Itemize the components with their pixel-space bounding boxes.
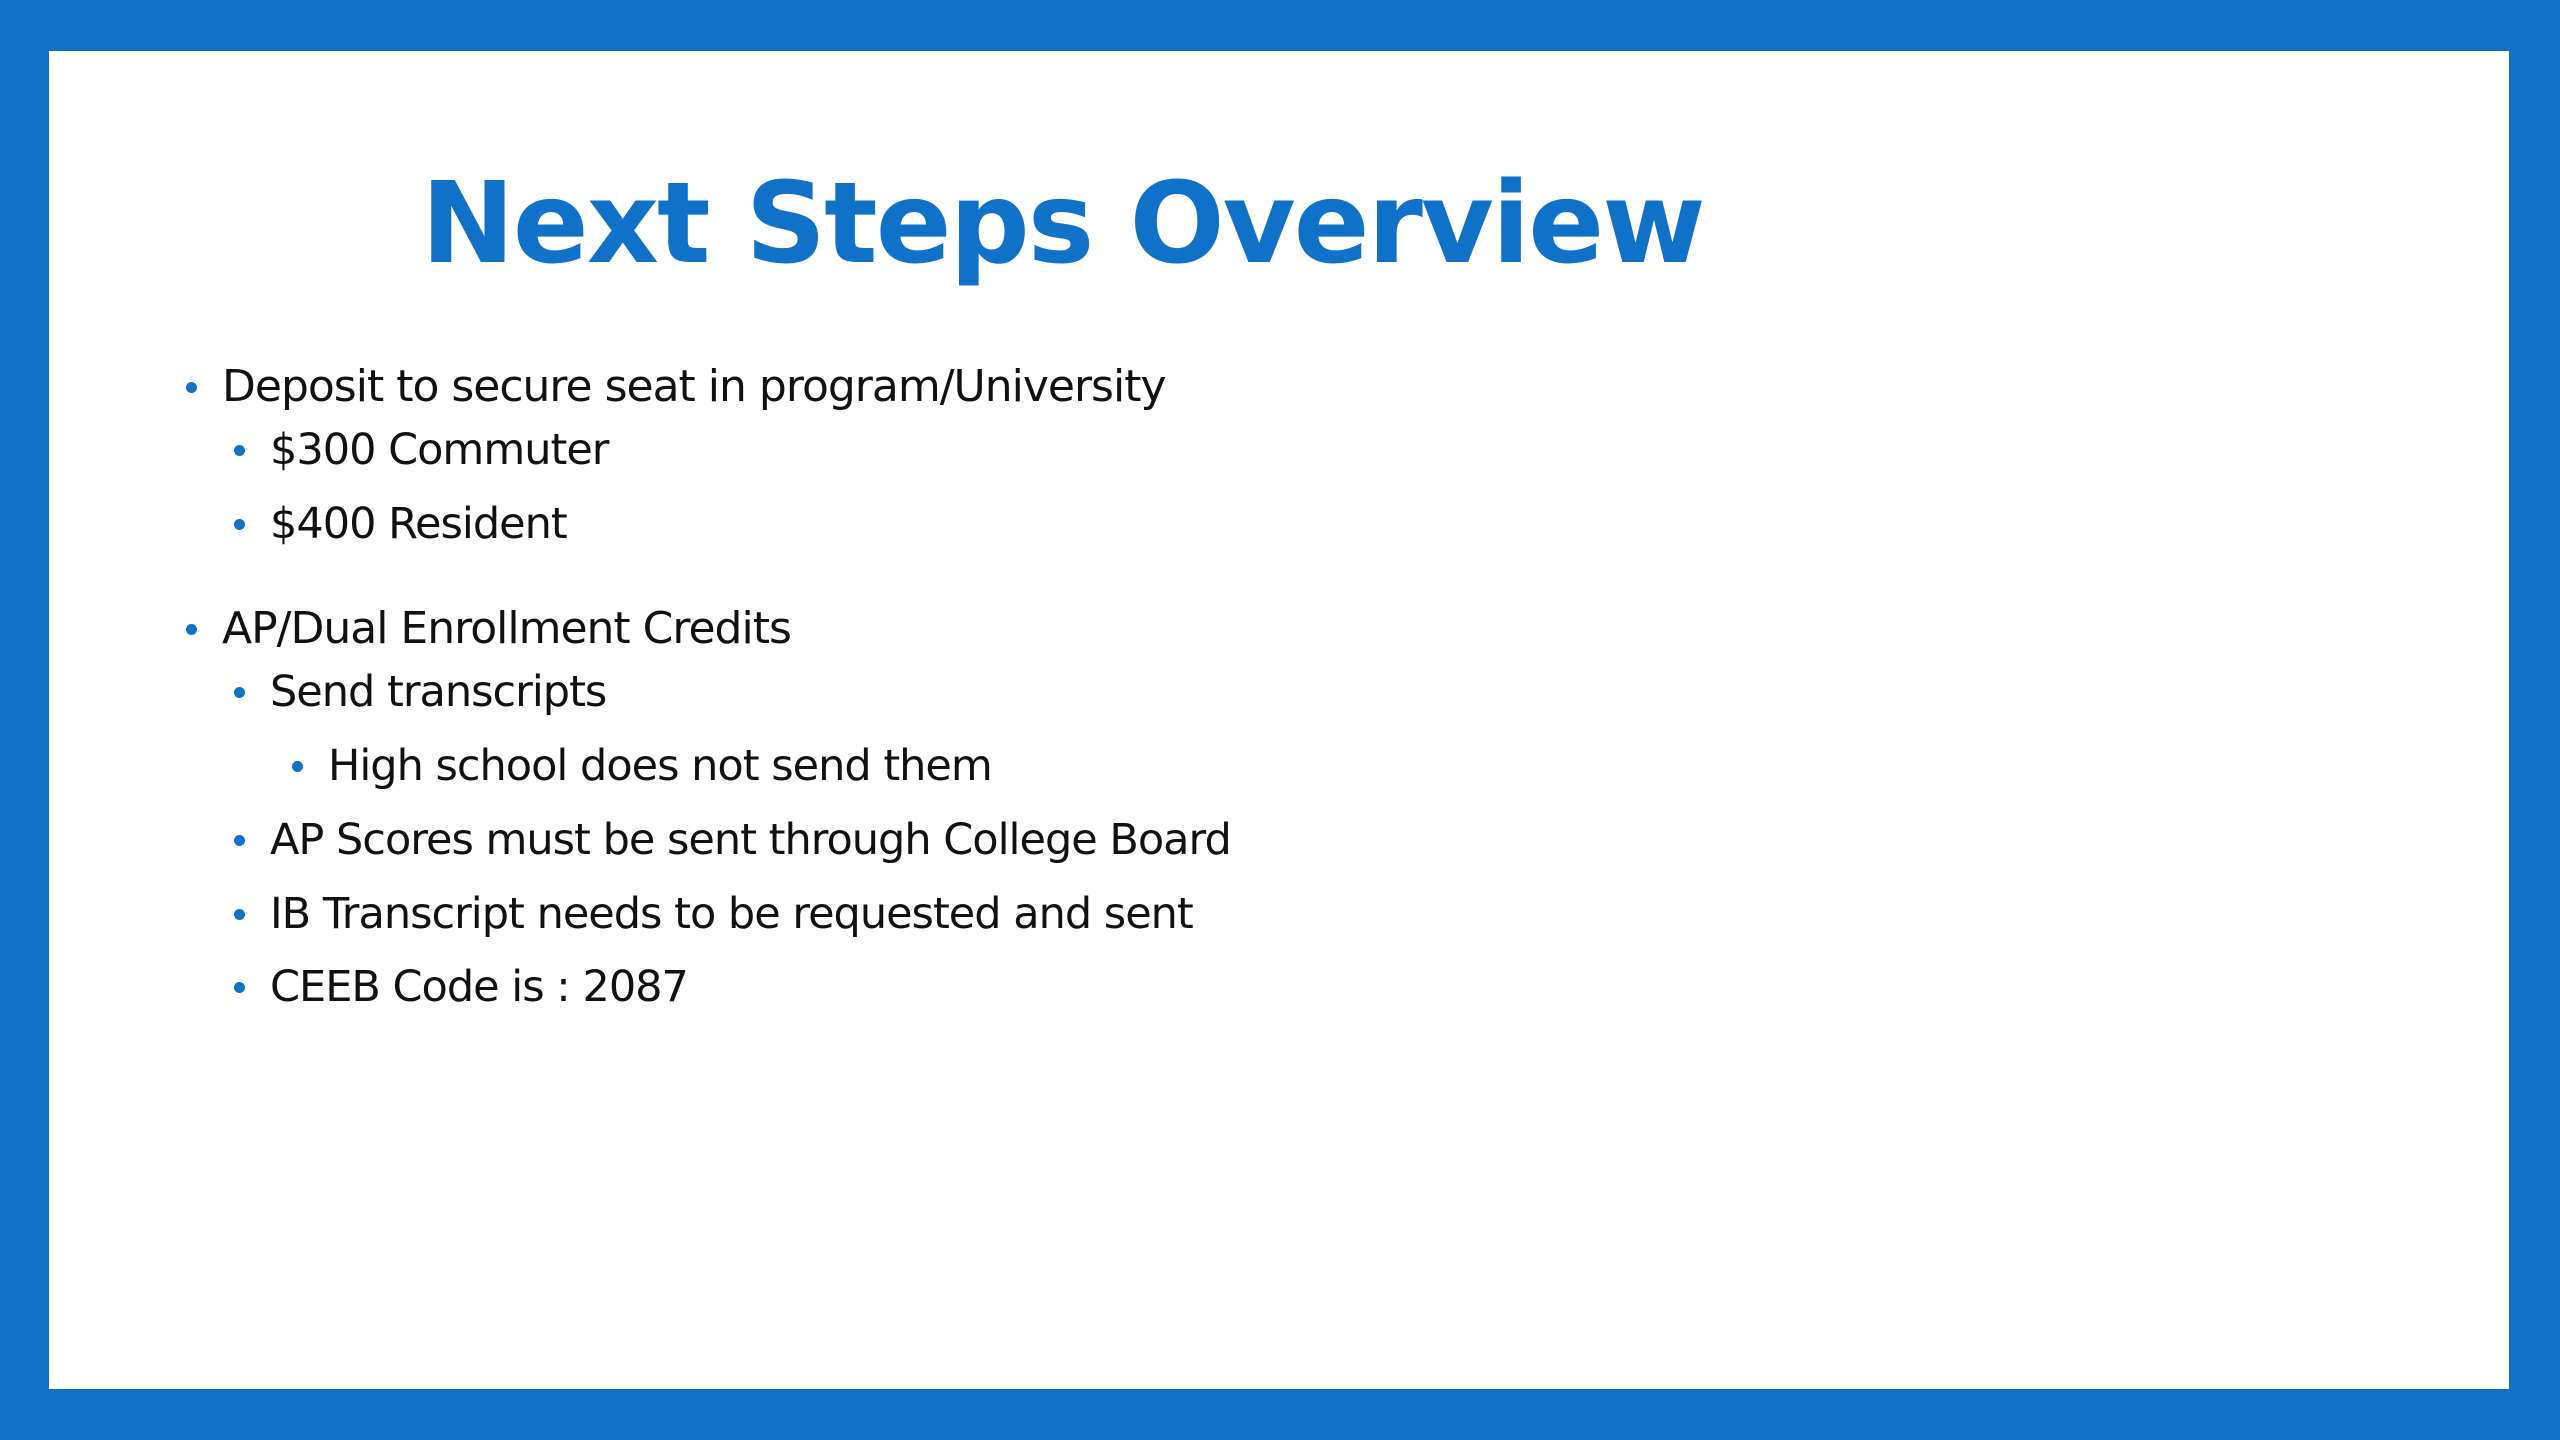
bullet-text: AP Scores must be sent through College Board <box>270 815 1231 865</box>
bullet-dot-icon <box>186 382 197 393</box>
bullet-dot-icon <box>186 624 197 635</box>
bullet-text: $300 Commuter <box>270 425 609 475</box>
bullet-dot-icon <box>234 909 245 920</box>
bullet-item-ap-dual <box>222 599 791 659</box>
bullet-dot-icon <box>292 761 303 772</box>
bullet-item-resident <box>270 494 567 554</box>
bullet-item-ceeb-code <box>270 957 688 1017</box>
bullet-dot-icon <box>234 687 245 698</box>
bullet-dot-icon <box>234 445 245 456</box>
bullet-text: CEEB Code is : 2087 <box>270 962 688 1012</box>
bullet-dot-icon <box>234 835 245 846</box>
bullet-dot-icon <box>234 982 245 993</box>
slide <box>49 51 2509 1389</box>
bullet-text: Deposit to secure seat in program/University <box>222 361 1166 412</box>
bullet-text: Send transcripts <box>270 667 607 717</box>
bullet-item-deposit <box>222 357 1166 417</box>
bullet-dot-icon <box>234 519 245 530</box>
bullet-text: IB Transcript needs to be requested and sent <box>270 889 1193 939</box>
bullet-item-ib-transcript <box>270 884 1193 944</box>
bullet-list <box>49 51 2509 1389</box>
bullet-item-high-school <box>328 736 992 796</box>
bullet-item-send-transcripts <box>270 662 606 722</box>
bullet-item-ap-scores <box>270 810 1231 870</box>
bullet-text: $400 Resident <box>270 499 567 549</box>
bullet-item-commuter <box>270 420 608 480</box>
bullet-text: AP/Dual Enrollment Credits <box>222 603 791 654</box>
bullet-text: High school does not send them <box>328 741 992 791</box>
slide-title: Next Steps Overview <box>421 159 1704 289</box>
